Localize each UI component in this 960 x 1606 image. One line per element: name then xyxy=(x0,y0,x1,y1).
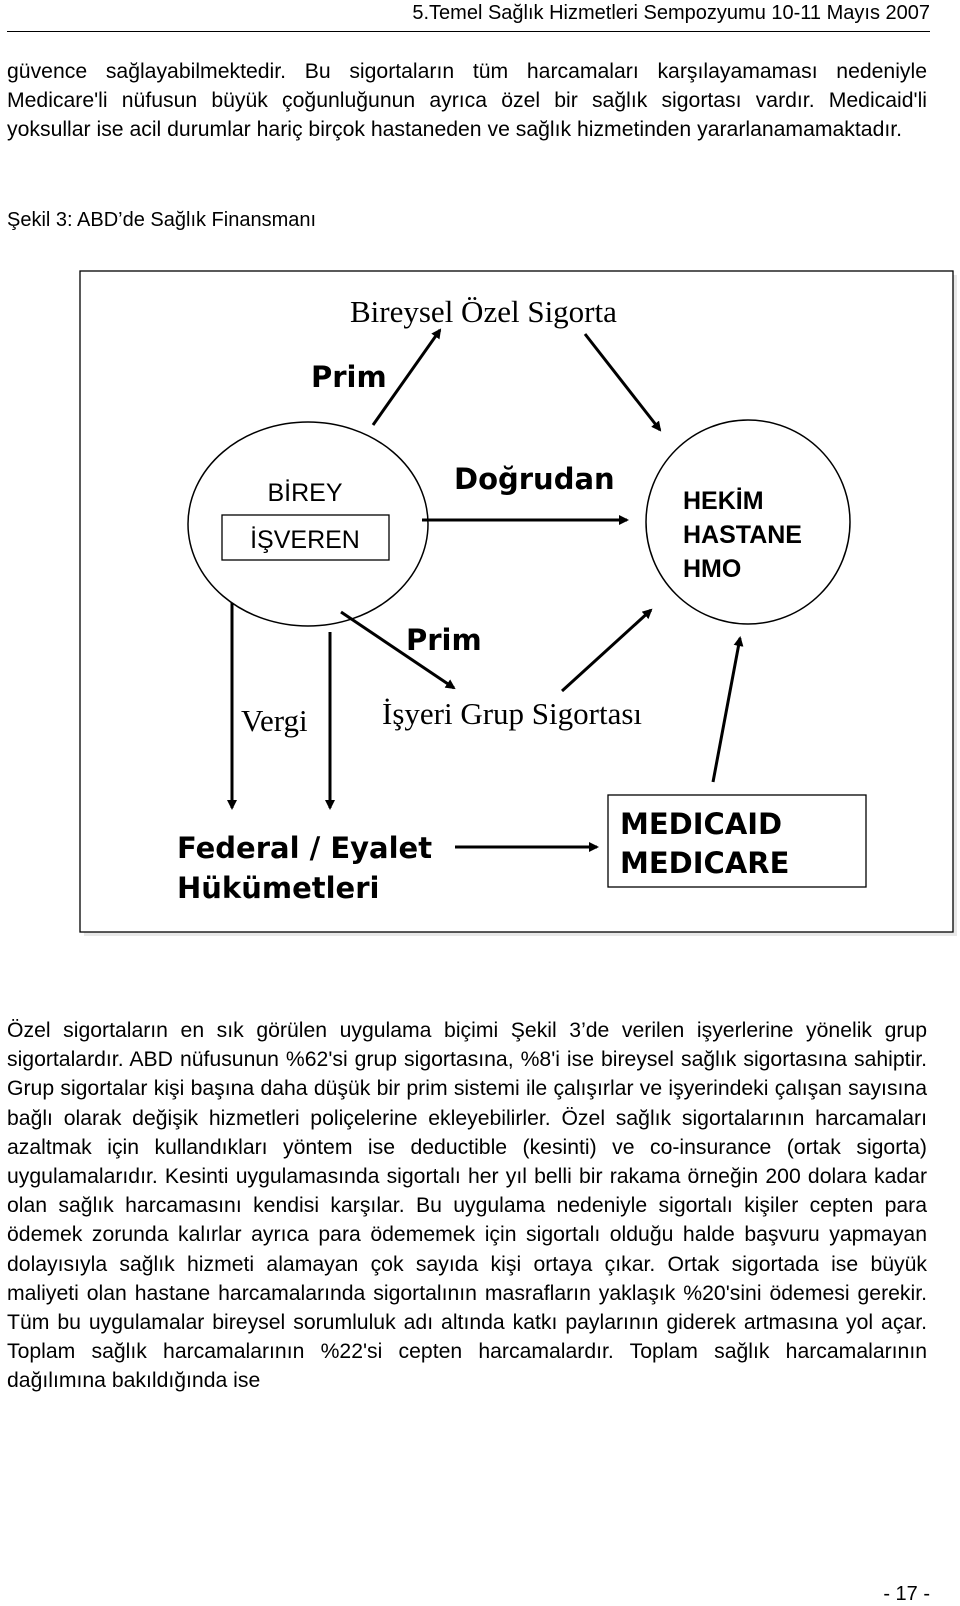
individual-label: BİREY xyxy=(267,479,343,507)
intro-paragraph: güvence sağlayabilmektedir. Bu sigortaların tüm harcamaları karşılayamaması nedeniyle Medicare'li nüfusun büyük çoğunluğunun ayrıca özel bir sağlık sigortası vardır. Medicaid'li yoksullar ise acil durumlar hariç birçok hastaneden ve sağlık hizmetinden yararlanamamaktadır. xyxy=(7,60,927,142)
page-number: - 17 - xyxy=(883,1583,930,1605)
employer-label: İŞVEREN xyxy=(250,526,360,554)
provider-label-hmo: HMO xyxy=(683,555,742,583)
workplace-insurance-label: İşyeri Grup Sigortası xyxy=(382,696,643,731)
direct-label: Doğrudan xyxy=(454,462,615,496)
individual-insurance-label: Bireysel Özel Sigorta xyxy=(350,294,617,329)
provider-label-doctor: HEKİM xyxy=(683,487,764,515)
government-label-line1: Federal / Eyalet xyxy=(177,831,433,865)
tax-label: Vergi xyxy=(241,703,308,738)
program-label-medicaid: MEDICAID xyxy=(620,807,783,841)
premium-label-top: Prim xyxy=(311,360,387,394)
body-paragraph: Özel sigortaların en sık görülen uygulama biçimi Şekil 3’de verilen işyerlerine yönelik grup sigortalardır. ABD nüfusunun %62'si grup sigortasına, %8'i ise bireysel sağlık sigortasına sahiptir. Grup sigortalar kişi başına daha düşük bir prim sistemi ile çalışırlar ve işyerindeki çalışan sayısına bağlı olarak değişik hizmetleri poliçelerine ekleyebilirler. Özel sağlık sigortalarının harcamaları azaltmak için kullandıkları yöntem ise deductible (kesinti) ve co-insurance (ortak sigorta) uygulamalarıdır. Kesinti uygulamasında sigortalı her yıl belli bir rakama örneğin 200 dolara kadar olan sağlık harcamasını kendisi karşılar. Bu uygulama nedeniyle sigortalı kişiler cepten para ödemek zorunda kalırlar ayrıca para ödememek için sigortalı olduğu halde başvuru yapmayan dolayısıyla sağlık hizmeti alamayan çok sayıda kişi ortaya çıkar. Ortak sigortada ise büyük maliyeti olan hastane harcamalarında sigortalının masrafların yaklaşık %20'sini ödemesi gerekir. Tüm bu uygulamalar bireysel sorumluluk adı altında katkı paylarının giderek artmasına yol açar. Toplam sağlık harcamalarının %22'si cepten harcamalardır. Toplam sağlık harcamalarının dağılımına bakıldığında ise xyxy=(7,1019,927,1393)
government-label-line2: Hükümetleri xyxy=(177,871,380,905)
provider-label-hospital: HASTANE xyxy=(683,521,802,549)
program-label-medicare: MEDICARE xyxy=(620,846,790,880)
figure-caption: Şekil 3: ABD’de Sağlık Finansmanı xyxy=(7,209,317,231)
running-header: 5.Temel Sağlık Hizmetleri Sempozyumu 10-11 Mayıs 2007 xyxy=(412,2,930,24)
premium-label-bottom: Prim xyxy=(406,623,482,657)
